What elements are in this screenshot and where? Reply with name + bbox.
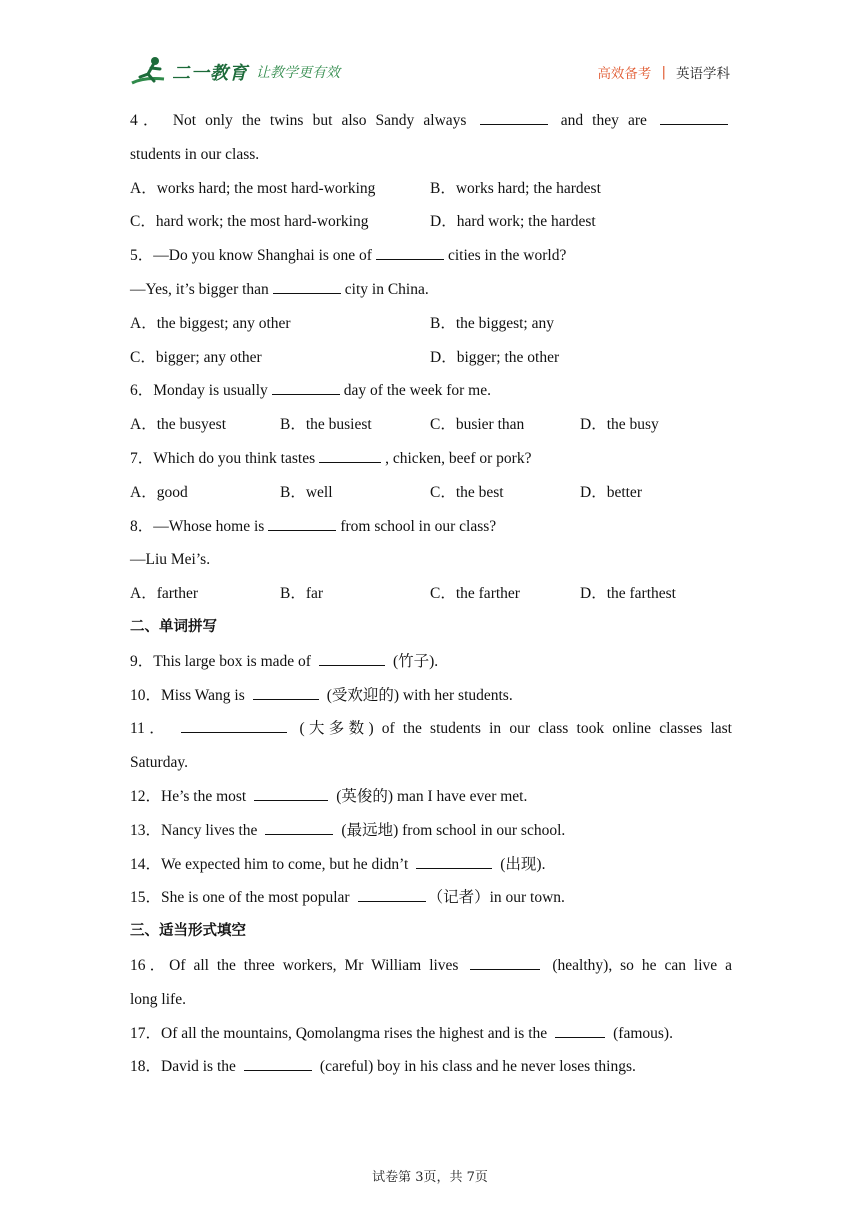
answer-blank: [254, 799, 328, 801]
option-b: B．the biggest; any: [430, 314, 554, 332]
answer-blank: [480, 123, 548, 125]
option-b: B．well: [280, 483, 333, 501]
logo-slogan: 让教学更有效: [256, 65, 340, 81]
page-footer: 试卷第 3页，共 7页: [372, 1170, 488, 1185]
question-7-stem: 7．Which do you think tastes , chicken, beef or pork?: [130, 449, 532, 467]
option-c: C．bigger; any other: [130, 348, 262, 366]
answer-blank: [660, 123, 728, 125]
question-14: 14．We expected him to come, but he didn’t (出现).: [130, 855, 546, 873]
header-separator: |: [661, 64, 666, 80]
option-a: A．works hard; the most hard-working: [130, 179, 376, 197]
page-header: [130, 54, 730, 90]
running-man-logo-icon: [130, 55, 170, 89]
section-3-title: 三、适当形式填空: [130, 923, 246, 940]
question-6-stem: 6．Monday is usually day of the week for me.: [130, 382, 491, 400]
question-8-stem: 8．—Whose home is from school in our class?: [130, 517, 497, 535]
question-7-options: [130, 476, 732, 510]
question-8-stem-cont: —Liu Mei’s.: [130, 551, 211, 569]
question-4-stem: 4． Not only the twins but also Sandy always and they are: [130, 104, 732, 138]
option-d: D．hard work; the hardest: [430, 213, 596, 231]
question-6-options: [130, 408, 732, 442]
question-16: 16．Of all the three workers, Mr William lives (healthy), so he can live a: [130, 956, 732, 974]
answer-blank: [268, 529, 336, 531]
option-c: C．the farther: [430, 585, 520, 603]
question-8-options: [130, 577, 732, 611]
question-9: 9．This large box is made of (竹子).: [130, 652, 439, 670]
option-d: D．bigger; the other: [430, 348, 560, 366]
option-a: A．good: [130, 483, 188, 501]
answer-blank: [272, 393, 340, 395]
question-18: 18．David is the (careful) boy in his class and he never loses things.: [130, 1058, 636, 1076]
question-13: 13．Nancy lives the (最远地) from school in our school.: [130, 821, 566, 839]
answer-blank: [358, 900, 426, 902]
question-11: 11． (大多数) of the students in our class took online classes last: [130, 720, 732, 738]
question-4-options-row2: [130, 205, 732, 239]
section-2-title: 二、单词拼写: [130, 618, 217, 635]
answer-blank: [376, 258, 444, 260]
question-4-options-row1: [130, 172, 732, 206]
question-5-stem: 5．—Do you know Shanghai is one of cities in the world?: [130, 247, 567, 265]
question-17: 17．Of all the mountains, Qomolangma rises the highest and is the (famous).: [130, 1024, 673, 1042]
answer-blank: [253, 698, 319, 700]
option-a: A．the busyest: [130, 416, 227, 434]
option-c: C．busier than: [430, 416, 525, 434]
question-12: 12．He’s the most (英俊的) man I have ever met.: [130, 787, 528, 805]
option-b: B．works hard; the hardest: [430, 179, 601, 197]
question-10: 10．Miss Wang is (受欢迎的) with her students.: [130, 686, 513, 704]
answer-blank: [319, 461, 381, 463]
option-d: D．better: [580, 483, 642, 501]
option-d: D．the busy: [580, 416, 659, 434]
logo-text: 二一教育: [172, 63, 248, 84]
question-15: 15．She is one of the most popular （记者）in our town.: [130, 889, 565, 907]
answer-blank: [319, 664, 385, 666]
answer-blank: [265, 833, 333, 835]
option-c: C．hard work; the most hard-working: [130, 213, 369, 231]
option-b: B．the busiest: [280, 416, 372, 434]
question-11-cont: Saturday.: [130, 754, 188, 772]
header-subject: 英语学科: [676, 66, 730, 82]
question-5-options-row1: [130, 307, 732, 341]
brand-logo: [130, 54, 340, 90]
option-b: B．far: [280, 585, 324, 603]
question-5-options-row2: [130, 341, 732, 375]
question-5-stem-cont: —Yes, it’s bigger than city in China.: [130, 280, 429, 298]
answer-blank: [555, 1036, 605, 1038]
answer-blank: [244, 1069, 312, 1071]
option-d: D．the farthest: [580, 585, 676, 603]
answer-blank: [273, 292, 341, 294]
option-c: C．the best: [430, 483, 504, 501]
option-a: A．farther: [130, 585, 198, 603]
question-4-stem-cont: students in our class.: [130, 145, 260, 163]
header-tag: 高效备考: [597, 66, 652, 82]
exam-content: [130, 104, 732, 1084]
answer-blank: [416, 867, 492, 869]
answer-blank: [470, 968, 540, 970]
option-a: A．the biggest; any other: [130, 314, 291, 332]
question-16-cont: long life.: [130, 990, 186, 1008]
answer-blank: [181, 731, 287, 733]
header-right: [597, 62, 730, 82]
